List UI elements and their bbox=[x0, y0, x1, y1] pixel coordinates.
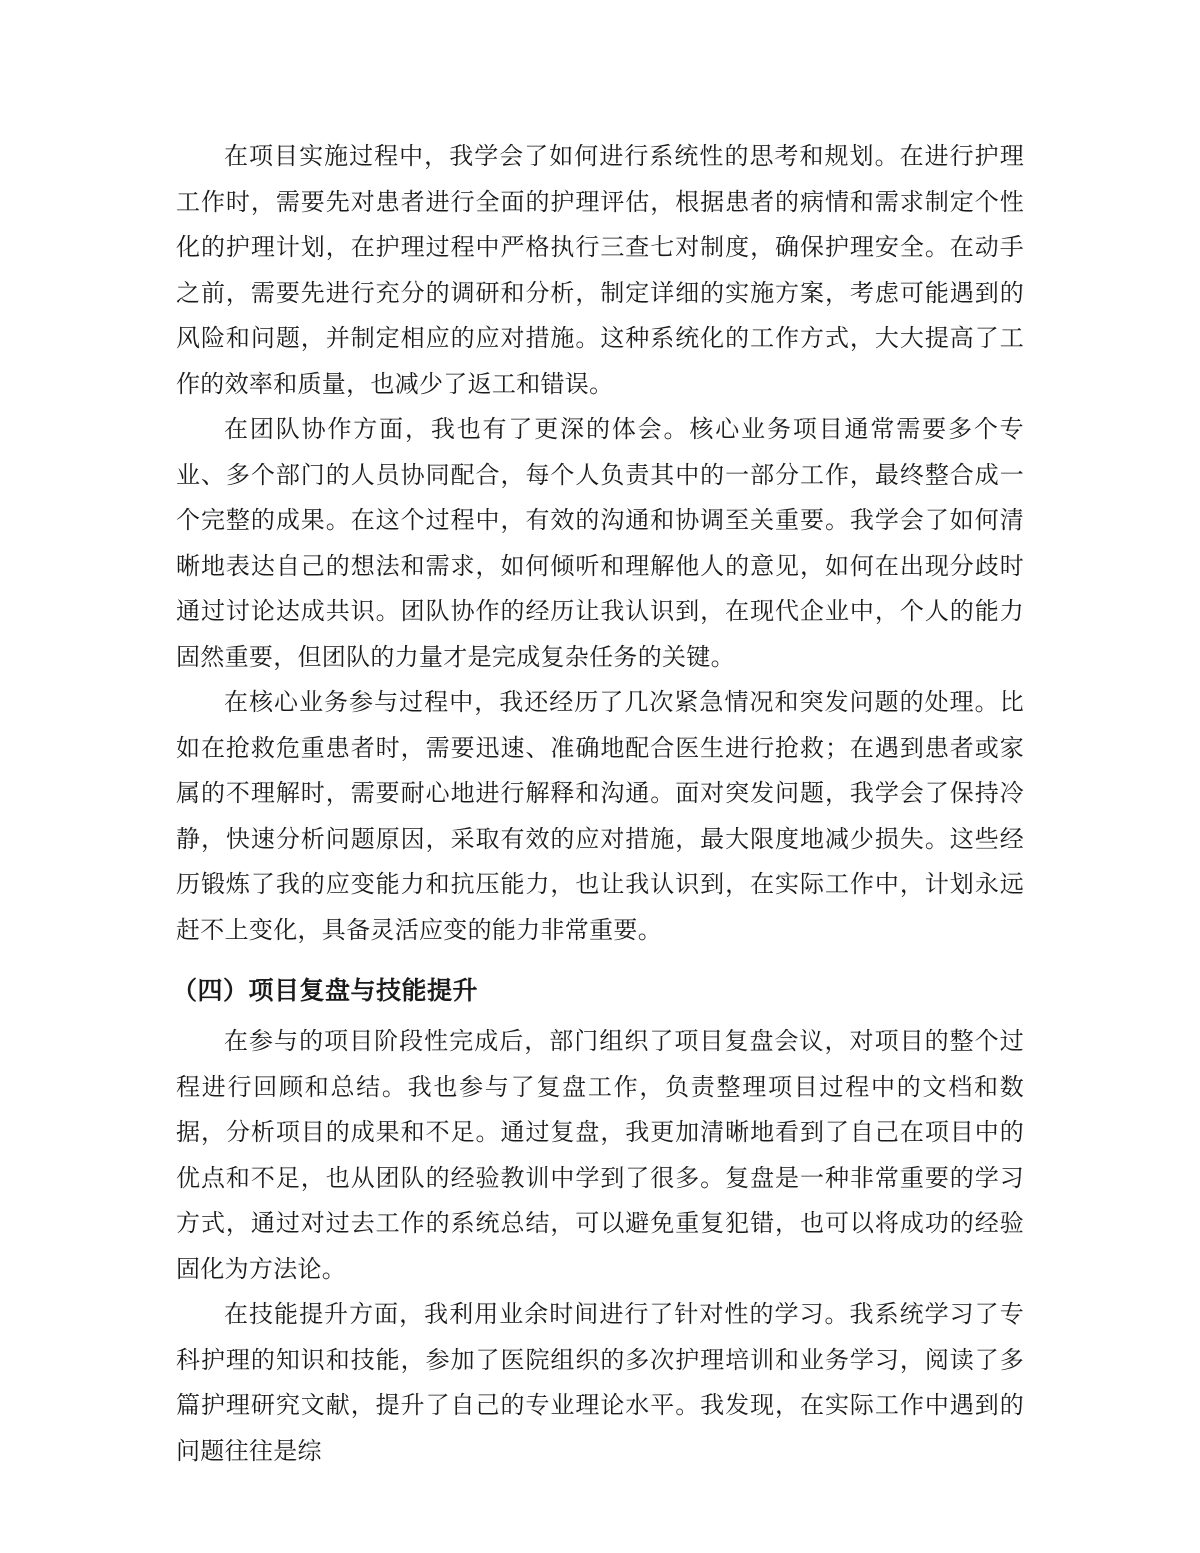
paragraph-skill-improvement: 在技能提升方面，我利用业余时间进行了针对性的学习。我系统学习了专科护理的知识和技能，参加了医院组织的多次护理培训和业务学习，阅读了多篇护理研究文献，提升了自己的专业理论水平。我发现，在实际工作中遇到的问题往往是综 bbox=[176, 1300, 1024, 1465]
document-page bbox=[172, 134, 1024, 1474]
paragraph-project-review: 在参与的项目阶段性完成后，部门组织了项目复盘会议，对项目的整个过程进行回顾和总结。我也参与了复盘工作，负责整理项目过程中的文档和数据，分析项目的成果和不足。通过复盘，我更加清晰地看到了自己在项目中的优点和不足，也从团队的经验教训中学到了很多。复盘是一种非常重要的学习方式，通过对过去工作的系统总结，可以避免重复犯错，也可以将成功的经验固化为方法论。 bbox=[176, 1027, 1024, 1283]
paragraph-emergency-handling: 在核心业务参与过程中，我还经历了几次紧急情况和突发问题的处理。比如在抢救危重患者时，需要迅速、准确地配合医生进行抢救；在遇到患者或家属的不理解时，需要耐心地进行解释和沟通。面对突发问题，我学会了保持冷静，快速分析问题原因，采取有效的应对措施，最大限度地减少损失。这些经历锻炼了我的应变能力和抗压能力，也让我认识到，在实际工作中，计划永远赶不上变化，具备灵活应变的能力非常重要。 bbox=[176, 688, 1024, 944]
section-heading: （四）项目复盘与技能提升 bbox=[172, 976, 479, 1005]
paragraph-team-collaboration: 在团队协作方面，我也有了更深的体会。核心业务项目通常需要多个专业、多个部门的人员协同配合，每个人负责其中的一部分工作，最终整合成一个完整的成果。在这个过程中，有效的沟通和协调至关重要。我学会了如何清晰地表达自己的想法和需求，如何倾听和理解他人的意见，如何在出现分歧时通过讨论达成共识。团队协作的经历让我认识到，在现代企业中，个人的能力固然重要，但团队的力量才是完成复杂任务的关键。 bbox=[176, 415, 1024, 671]
paragraph-systematic-thinking: 在项目实施过程中，我学会了如何进行系统性的思考和规划。在进行护理工作时，需要先对患者进行全面的护理评估，根据患者的病情和需求制定个性化的护理计划，在护理过程中严格执行三查七对制度，确保护理安全。在动手之前，需要先进行充分的调研和分析，制定详细的实施方案，考虑可能遇到的风险和问题，并制定相应的应对措施。这种系统化的工作方式，大大提高了工作的效率和质量，也减少了返工和错误。 bbox=[176, 142, 1024, 398]
